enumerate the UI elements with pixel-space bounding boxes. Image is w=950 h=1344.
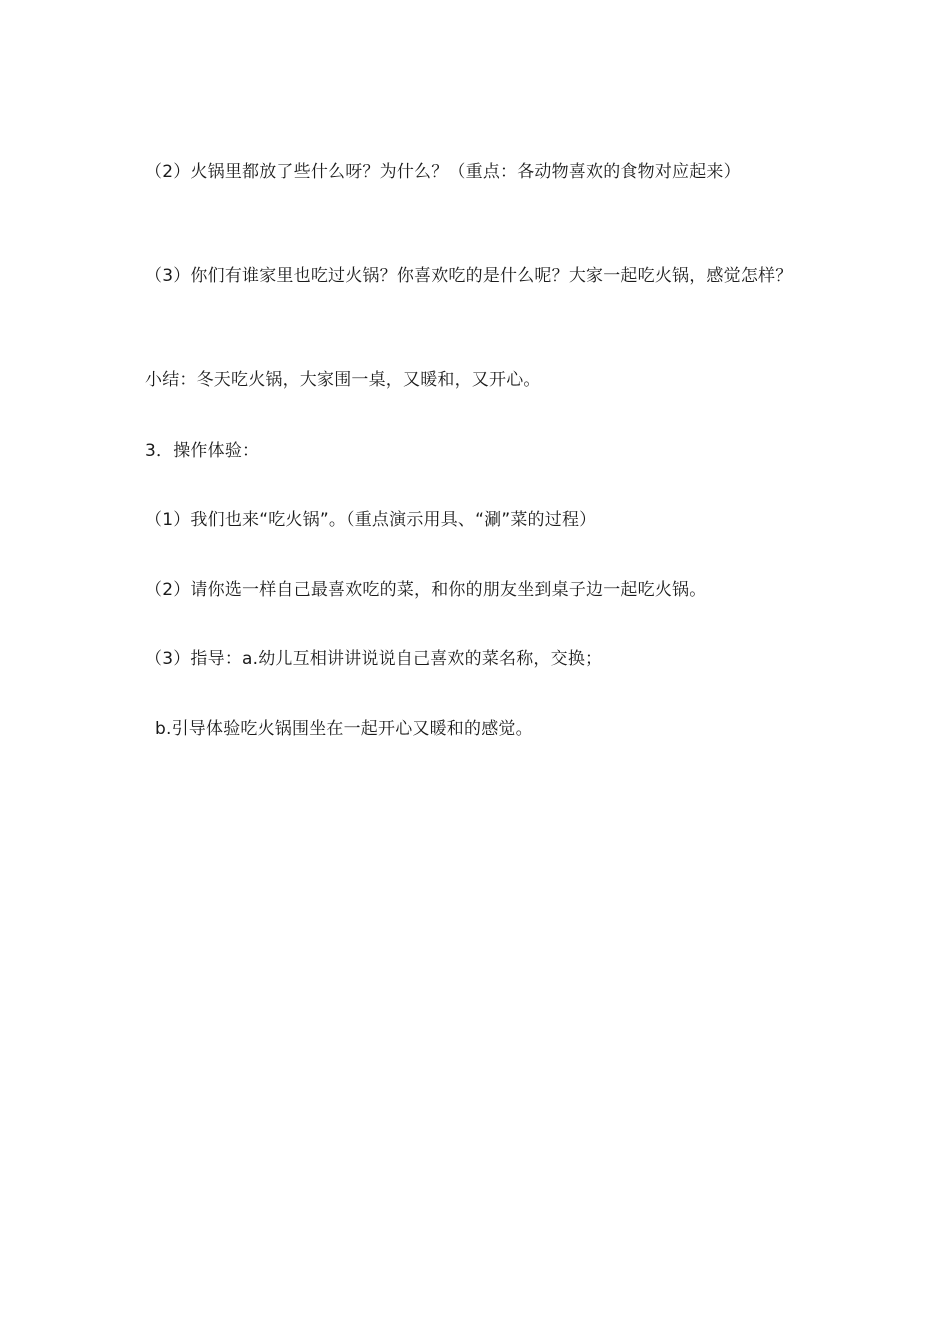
section-heading-operation: 3．操作体验： [145, 441, 260, 461]
paragraph-question-3: （3）你们有谁家里也吃过火锅？你喜欢吃的是什么呢？大家一起吃火锅，感觉怎样？ [145, 266, 793, 286]
paragraph-summary: 小结：冬天吃火锅，大家围一桌，又暖和，又开心。 [145, 370, 541, 390]
paragraph-step-2: （2）请你选一样自己最喜欢吃的菜，和你的朋友坐到桌子边一起吃火锅。 [145, 580, 707, 600]
paragraph-step-1: （1）我们也来“吃火锅”。（重点演示用具、“涮”菜的过程） [145, 510, 597, 530]
paragraph-step-3b: b.引导体验吃火锅围坐在一起开心又暖和的感觉。 [155, 719, 533, 739]
paragraph-question-2: （2）火锅里都放了些什么呀？为什么？（重点：各动物喜欢的食物对应起来） [145, 162, 741, 182]
paragraph-step-3: （3）指导：a.幼儿互相讲讲说说自己喜欢的菜名称，交换； [145, 649, 603, 669]
